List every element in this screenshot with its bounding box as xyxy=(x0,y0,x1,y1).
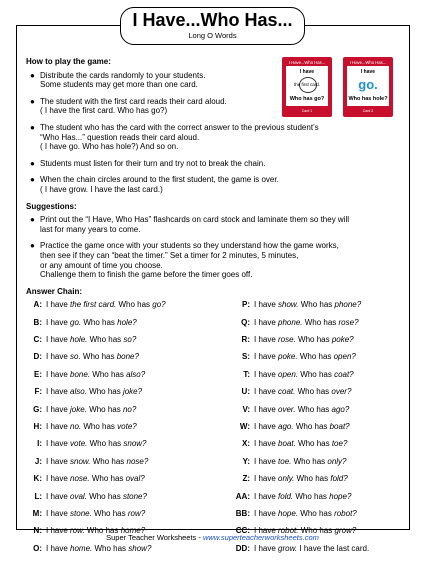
bullet-icon: ● xyxy=(30,175,35,185)
answer-chain-row: F: I have also. Who has joke? xyxy=(26,387,166,404)
chain-has-word: oval? xyxy=(125,474,145,484)
answer-chain-row: DD: I have grow. I have the last card. xyxy=(228,544,369,561)
how-to-play-section xyxy=(26,57,404,195)
chain-letter: H: xyxy=(33,422,42,432)
chain-have-word: so. xyxy=(70,352,81,362)
instructions xyxy=(26,57,404,553)
chain-letter: BB: xyxy=(235,508,250,518)
answer-chain-section xyxy=(26,286,404,553)
chain-letter: U: xyxy=(241,387,250,397)
answer-chain-row: Q: I have phone. Who has rose? xyxy=(228,318,369,335)
text-line: The student who has the card with the correct answer to the previous student’s xyxy=(40,122,319,132)
answer-chain-row: L: I have oval. Who has stone? xyxy=(26,492,166,509)
chain-has-word: poke? xyxy=(331,335,354,345)
text-line: Challenge them to finish the game before the timer goes off. xyxy=(40,270,253,280)
text-line: Print out the “I Have, Who Has” flashcards on card stock and laminate them so they will xyxy=(40,215,350,225)
bullet-icon: ● xyxy=(30,158,35,168)
chain-letter: E: xyxy=(34,369,42,379)
chain-has-word: joke? xyxy=(122,387,143,397)
card-ihave: I have xyxy=(299,69,315,75)
answer-chain-row: I: I have vote. Who has snow? xyxy=(26,439,166,456)
chain-have-word: hole. xyxy=(70,335,88,345)
chain-letter: AA: xyxy=(235,491,250,501)
chain-letter: K: xyxy=(33,474,42,484)
chain-letter: C: xyxy=(33,335,42,345)
card-number: Card 1 xyxy=(301,109,313,113)
answer-chain-row: M: I have stone. Who has row? xyxy=(26,509,166,526)
chain-letter: B: xyxy=(33,317,42,327)
footer xyxy=(0,533,425,542)
chain-have-word: bone. xyxy=(70,369,91,379)
footer-url-link[interactable]: www.superteacherworksheets.com xyxy=(202,533,319,542)
answer-chain-row: T: I have open. Who has coat? xyxy=(228,370,369,387)
chain-letter: A: xyxy=(33,300,42,310)
chain-has-word: nose? xyxy=(126,456,149,466)
chain-have-word: grow. xyxy=(278,543,298,553)
answer-chain-row: X: I have boat. Who has toe? xyxy=(228,439,369,456)
chain-letter: F: xyxy=(34,387,42,397)
card-number: Card 2 xyxy=(362,109,374,113)
chain-letter: CC: xyxy=(235,526,250,536)
chain-have-word: joke. xyxy=(70,404,87,414)
suggestions-list xyxy=(26,215,404,280)
card-question: Who has go? xyxy=(289,96,325,102)
chain-letter: Y: xyxy=(242,456,250,466)
answer-chain-row: V: I have over. Who has ago? xyxy=(228,405,369,422)
chain-have-word: over. xyxy=(278,404,296,414)
chain-has-word: bone? xyxy=(116,352,139,362)
text-line: Distribute the cards randomly to your students. xyxy=(40,70,206,80)
answer-chain-row: CC: I have robot. Who has grow? xyxy=(228,526,369,543)
chain-has-word: show? xyxy=(128,543,152,553)
chain-have-word: hope. xyxy=(278,508,299,518)
text-line: then see if they can “beat the timer.” Set a timer for 2 minutes, 5 minutes, xyxy=(40,250,299,260)
chain-have-word: show. xyxy=(278,300,299,310)
text-line: Practice the game once with your students so they understand how the game works, xyxy=(40,241,339,251)
answer-chain-row: E: I have bone. Who has also? xyxy=(26,370,166,387)
chain-has-word: vote? xyxy=(117,422,137,432)
chain-has-word: so? xyxy=(123,335,137,345)
how-to-play-item xyxy=(26,71,284,90)
chain-have-word: nose. xyxy=(70,474,90,484)
text-line: ( I have grow. I have the last card.) xyxy=(40,184,163,194)
text-line: ( I have go. Who has hole?) And so on. xyxy=(40,142,179,152)
chain-have-word: also. xyxy=(70,387,87,397)
chain-has-word: boat? xyxy=(329,422,350,432)
chain-have-word: oval. xyxy=(70,491,87,501)
chain-has-word: grow? xyxy=(334,526,357,536)
chain-has-word: fold? xyxy=(330,474,348,484)
suggestions-heading: Suggestions: xyxy=(26,201,77,211)
bullet-icon: ● xyxy=(30,122,35,132)
chain-letter: D: xyxy=(33,352,42,362)
how-to-play-list xyxy=(26,71,404,195)
text-line: When the chain circles around to the first student, the game is over. xyxy=(40,175,279,185)
chain-have-word: fold. xyxy=(278,491,294,501)
chain-letter: Z: xyxy=(242,474,250,484)
answer-chain-left-column xyxy=(26,300,166,561)
chain-have-word: ago. xyxy=(278,422,294,432)
text-line: ( I have the first card. Who has go?) xyxy=(40,106,168,116)
chain-has-word: phone? xyxy=(334,300,362,310)
chain-letter: T: xyxy=(243,369,250,379)
chain-letter: N: xyxy=(33,526,42,536)
card-word: go. xyxy=(358,77,378,92)
chain-have-word: open. xyxy=(278,369,299,379)
chain-has-word: toe? xyxy=(331,439,348,449)
answer-chain-row: G: I have joke. Who has no? xyxy=(26,405,166,422)
chain-have-word: go. xyxy=(70,317,82,327)
chain-has-word: robot? xyxy=(334,508,357,518)
chain-has-word: stone? xyxy=(122,491,147,501)
how-to-play-item xyxy=(26,175,400,194)
answer-chain-row: W: I have ago. Who has boat? xyxy=(228,422,369,439)
chain-letter: I: xyxy=(37,439,42,449)
answer-chain-heading: Answer Chain: xyxy=(26,286,83,296)
chain-letter: G: xyxy=(33,404,42,414)
chain-has-word: row? xyxy=(127,508,146,518)
chain-have-word: stone. xyxy=(70,508,92,518)
page-title: I Have...Who Has... xyxy=(132,10,293,30)
answer-chain-row: Y: I have toe. Who has only? xyxy=(228,457,369,474)
chain-letter: L: xyxy=(34,491,42,501)
text-line: The student with the first card reads their card aloud. xyxy=(40,96,227,106)
chain-have-word: only. xyxy=(278,474,295,484)
suggestion-item xyxy=(26,241,404,279)
answer-chain-grid xyxy=(26,300,404,553)
chain-letter: M: xyxy=(32,508,42,518)
chain-has-word: over? xyxy=(331,387,352,397)
chain-have-word: no. xyxy=(70,422,82,432)
answer-chain-row: K: I have nose. Who has oval? xyxy=(26,474,166,491)
chain-have-word: toe. xyxy=(278,456,292,466)
answer-chain-row: H: I have no. Who has vote? xyxy=(26,422,166,439)
chain-letter: J: xyxy=(34,456,42,466)
chain-letter: W: xyxy=(239,422,250,432)
chain-letter: R: xyxy=(241,335,250,345)
answer-chain-right-column xyxy=(228,300,369,561)
chain-have-word: robot. xyxy=(278,526,299,536)
answer-chain-row: A: I have the first card. Who has go? xyxy=(26,300,166,317)
bullet-icon: ● xyxy=(30,241,35,251)
answer-chain-row: D: I have so. Who has bone? xyxy=(26,352,166,369)
card-header: I Have...Who Has... xyxy=(349,60,387,65)
chain-letter: V: xyxy=(242,404,250,414)
chain-have-word: snow. xyxy=(70,456,91,466)
chain-letter: O: xyxy=(33,543,42,553)
chain-has-word: no? xyxy=(122,404,137,414)
suggestion-item xyxy=(26,215,404,234)
answer-chain-row: C: I have hole. Who has so? xyxy=(26,335,166,352)
chain-letter: Q: xyxy=(241,317,250,327)
answer-chain-row: J: I have snow. Who has nose? xyxy=(26,457,166,474)
chain-has-word: go? xyxy=(152,300,166,310)
chain-has-word: home? xyxy=(120,526,146,536)
text-line: “Who Has...” question reads their card aloud. xyxy=(40,132,200,142)
chain-has-word: coat? xyxy=(334,369,354,379)
bullet-icon: ● xyxy=(30,215,35,225)
answer-chain-row: R: I have rose. Who has poke? xyxy=(228,335,369,352)
answer-chain-row: O: I have home. Who has show? xyxy=(26,544,166,561)
answer-chain-row: N: I have row. Who has home? xyxy=(26,526,166,543)
how-to-play-heading: How to play the game: xyxy=(26,57,111,66)
how-to-play-item xyxy=(26,159,400,169)
footer-brand: Super Teacher Worksheets - xyxy=(106,533,203,542)
chain-has-word: hole? xyxy=(117,317,137,327)
chain-has-word: open? xyxy=(333,352,356,362)
card-first-text: the first card. xyxy=(293,82,320,87)
chain-has-word: also? xyxy=(126,369,146,379)
text-line: Students must listen for their turn and try not to break the chain. xyxy=(40,158,266,168)
chain-has-word: snow? xyxy=(123,439,147,449)
chain-have-word: boat. xyxy=(278,439,296,449)
text-line: Some students may get more than one card. xyxy=(40,80,198,90)
text-line: last for many years to come. xyxy=(40,224,141,234)
text-line: or any amount of time you choose. xyxy=(40,260,163,270)
chain-has-word: ago? xyxy=(331,404,350,414)
chain-has-word: I have the last card. xyxy=(299,543,370,553)
chain-have-word: home. xyxy=(70,543,93,553)
chain-have-word: vote. xyxy=(70,439,88,449)
card-question: Who has hole? xyxy=(348,96,388,102)
bullet-icon: ● xyxy=(30,70,35,80)
answer-chain-row: AA: I have fold. Who has hope? xyxy=(228,492,369,509)
chain-have-word: rose. xyxy=(278,335,296,345)
answer-chain-row: P: I have show. Who has phone? xyxy=(228,300,369,317)
bullet-icon: ● xyxy=(30,96,35,106)
chain-letter: P: xyxy=(242,300,250,310)
chain-have-word: poke. xyxy=(278,352,298,362)
answer-chain-row: S: I have poke. Who has open? xyxy=(228,352,369,369)
chain-have-word: row. xyxy=(70,526,85,536)
page-subtitle: Long O Words xyxy=(188,31,237,40)
chain-has-word: only? xyxy=(327,456,347,466)
chain-letter: S: xyxy=(242,352,250,362)
answer-chain-row: Z: I have only. Who has fold? xyxy=(228,474,369,491)
answer-chain-row: BB: I have hope. Who has robot? xyxy=(228,509,369,526)
how-to-play-item xyxy=(26,123,400,152)
chain-letter: DD: xyxy=(235,543,250,553)
card-header: I Have...Who Has... xyxy=(288,60,326,65)
answer-chain-row: U: I have coat. Who has over? xyxy=(228,387,369,404)
chain-has-word: rose? xyxy=(338,317,359,327)
chain-letter: X: xyxy=(242,439,250,449)
chain-have-word: the first card. xyxy=(70,300,117,310)
chain-has-word: hope? xyxy=(329,491,352,501)
suggestions-section xyxy=(26,202,404,280)
card-ihave: I have xyxy=(360,69,376,75)
title-banner xyxy=(120,7,305,45)
answer-chain-row: B: I have go. Who has hole? xyxy=(26,318,166,335)
chain-have-word: coat. xyxy=(278,387,296,397)
how-to-play-item xyxy=(26,97,284,116)
chain-have-word: phone. xyxy=(278,317,303,327)
